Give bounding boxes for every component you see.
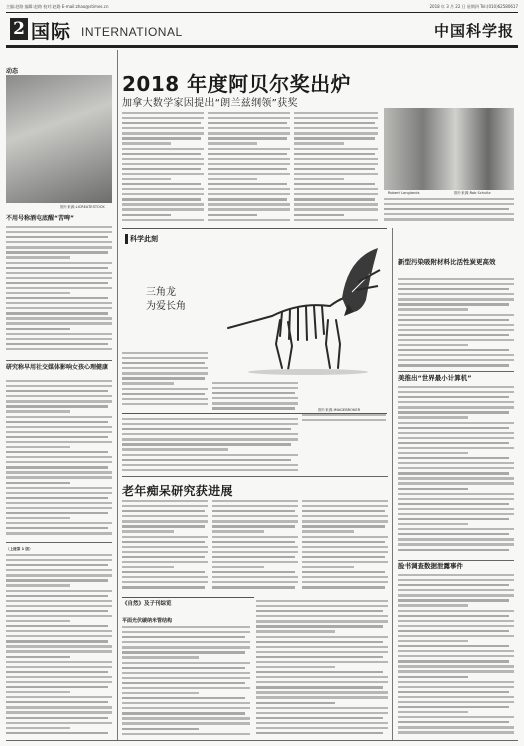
right-headline-pollution: 新型污染吸附材料比活性炭更高效 (398, 258, 496, 266)
nature-digest-body-1 (122, 626, 250, 738)
brief-body-social-media (6, 380, 112, 540)
main-article-col-1 (122, 112, 204, 224)
section-title-en: INTERNATIONAL (81, 25, 183, 39)
feature-body-2 (212, 382, 298, 412)
triceratops-skeleton-image (220, 240, 388, 380)
feature-photo-credit: 图片来源:IMAGEBROKER (318, 408, 361, 412)
right-body-pollution (398, 278, 514, 370)
story-divider (122, 476, 388, 477)
right-divider-2 (398, 560, 514, 561)
second-article-col-2 (212, 500, 298, 594)
right-divider-1 (398, 371, 514, 372)
nature-digest-subhead: 平面光伏碳纳米管结构 (122, 618, 173, 624)
dynamic-label: 动态 (6, 68, 19, 75)
beer-photo (6, 75, 112, 203)
feature-title (146, 286, 186, 314)
second-article-col-3 (302, 500, 388, 594)
feature-title-line-2: 为爱长角 (146, 301, 186, 312)
edition-info: 主编:赵路 编辑:赵路 校对:赵路 E-mail:zhao@stimes.cn (6, 4, 109, 9)
feature-body-1 (122, 352, 208, 408)
nature-digest-body-2 (256, 600, 388, 738)
masthead-info-bar (6, 2, 518, 11)
column-divider (117, 50, 118, 740)
brief-divider (6, 360, 112, 361)
newspaper-logo: 中国科学报 (433, 22, 514, 40)
right-headline-computer: 美推出“世界最小计算机” (398, 374, 472, 382)
caption-credit: 图片来源:Rob Schultz (454, 191, 491, 195)
mid-article-text (122, 418, 298, 474)
main-article-col-2 (208, 112, 290, 224)
feature-tag: 科学此刻 (125, 234, 158, 244)
header-rule (6, 12, 518, 13)
date-info: 2018 年 3 月 22 日 星期四 Tel:(010)62580617 (429, 4, 518, 9)
second-headline: 老年痴呆研究获进展 (122, 484, 233, 498)
main-article-col-3 (294, 112, 378, 224)
nature-digest-title: 《自然》及子刊综览 (122, 601, 172, 607)
feature-body-3 (302, 414, 386, 428)
main-article-col-4 (384, 198, 514, 226)
brief-title-beer: 不用号称酒屯底醒“苦啤” (6, 215, 74, 222)
second-article-col-1 (122, 500, 208, 594)
laureate-photo (384, 108, 514, 190)
main-subheadline: 加拿大数学家因提出“朗兰兹纲领”获奖 (122, 98, 298, 109)
feature-title-line-1: 三角龙 (146, 287, 176, 298)
brief-title-social-media: 研究称早用社交媒体影响女孩心理健康 (6, 364, 109, 371)
left-column (6, 50, 114, 740)
section-title-cn: 国际 (31, 21, 72, 43)
right-body-facebook (398, 574, 514, 740)
triceratops-skeleton-icon (220, 240, 388, 380)
continued-body (6, 554, 112, 740)
right-headline-facebook: 脸书调查数据泄露事件 (398, 562, 463, 570)
beer-photo-credit: 图片来源:LICREATESTOCK (60, 205, 105, 209)
brief-divider-2 (6, 542, 112, 543)
footer-rule (6, 740, 518, 741)
section-number: 2 (10, 18, 28, 40)
right-body-computer (398, 386, 514, 558)
brief-body-beer (6, 226, 112, 356)
masthead-rule (6, 45, 518, 48)
main-headline: 2018 年度阿贝尔奖出炉 (122, 72, 352, 96)
continued-label: （上接第 1 版） (6, 547, 33, 551)
caption-name: Robert Langlands (388, 191, 420, 195)
right-column-divider (392, 228, 393, 740)
